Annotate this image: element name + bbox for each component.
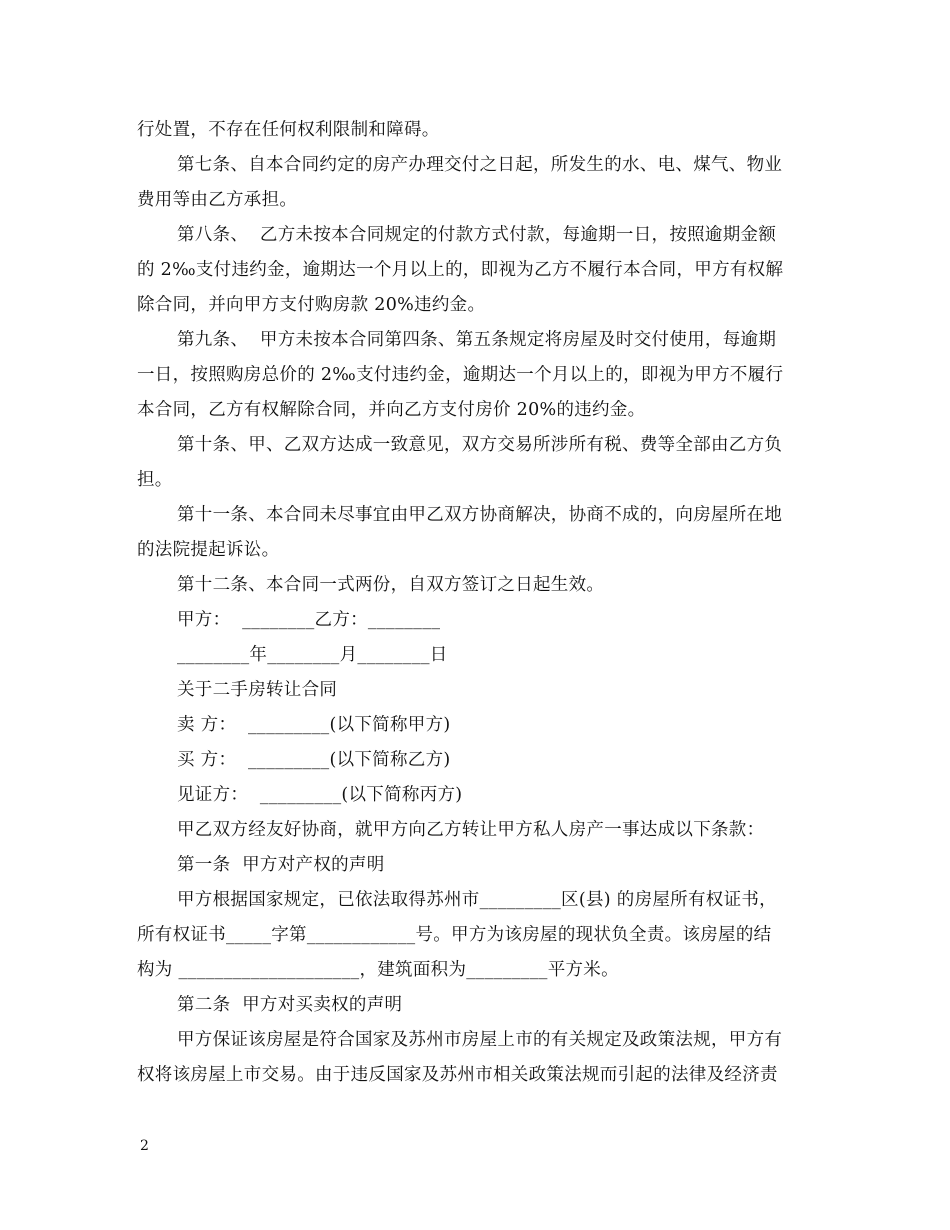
text-line: 的法院提起诉讼。	[137, 540, 280, 560]
text-line: 甲乙双方经友好协商，就甲方向乙方转让甲方私人房产一事达成以下条款：	[177, 820, 765, 840]
text-line: 费用等由乙方承担。	[137, 190, 298, 210]
text-line: 一日，按照购房总价的 2‰支付违约金，逾期达一个月以上的，即视为甲方不履行	[137, 365, 784, 385]
text-line: 第七条、自本合同约定的房产办理交付之日起，所发生的水、电、煤气、物业	[177, 155, 783, 175]
text-line: 担。	[137, 470, 173, 490]
text-line: 第十二条、本合同一式两份，自双方签订之日起生效。	[177, 575, 605, 595]
text-line: 除合同，并向甲方支付购房款 20%违约金。	[137, 295, 486, 315]
text-line: 第十条、甲、乙双方达成一致意见，双方交易所涉所有税、费等全部由乙方负	[177, 435, 783, 455]
section-title: 关于二手房转让合同	[177, 680, 338, 700]
text-line: 行处置，不存在任何权利限制和障碍。	[137, 120, 440, 140]
text-line: 甲方根据国家规定，已依法取得苏州市_________区(县) 的房屋所有权证书，	[177, 890, 777, 910]
text-line: 第十一条、本合同未尽事宜由甲乙双方协商解决，协商不成的，向房屋所在地	[177, 505, 783, 525]
clause-heading: 第二条 甲方对买卖权的声明	[177, 995, 403, 1015]
text-line: 的 2‰支付违约金，逾期达一个月以上的，即视为乙方不履行本合同，甲方有权解	[137, 260, 784, 280]
date-line: ________年________月________日	[177, 645, 448, 665]
text-line: 权将该房屋上市交易。由于违反国家及苏州市相关政策法规而引起的法律及经济责	[137, 1065, 778, 1085]
text-line: 第八条、 乙方未按本合同规定的付款方式付款，每逾期一日，按照逾期金额	[177, 225, 777, 245]
party-line: 买 方： _________(以下简称乙方)	[177, 750, 451, 770]
text-line: 甲方保证该房屋是符合国家及苏州市房屋上市的有关规定及政策法规，甲方有	[177, 1030, 783, 1050]
text-line: 本合同，乙方有权解除合同，并向乙方支付房价 20%的违约金。	[137, 400, 646, 420]
signature-line: 甲方： ________乙方：________	[177, 610, 441, 630]
party-line: 见证方： _________(以下简称丙方)	[177, 785, 463, 805]
text-line: 构为 ____________________，建筑面积为_________平方米。	[137, 960, 619, 980]
text-line: 所有权证书_____字第____________号。甲方为该房屋的现状负全责。该房屋的结	[137, 925, 772, 945]
clause-heading: 第一条 甲方对产权的声明	[177, 855, 385, 875]
party-line: 卖 方： _________(以下简称甲方)	[177, 715, 451, 735]
page-number: 2	[140, 1138, 149, 1154]
text-line: 第九条、 甲方未按本合同第四条、第五条规定将房屋及时交付使用，每逾期	[177, 330, 777, 350]
